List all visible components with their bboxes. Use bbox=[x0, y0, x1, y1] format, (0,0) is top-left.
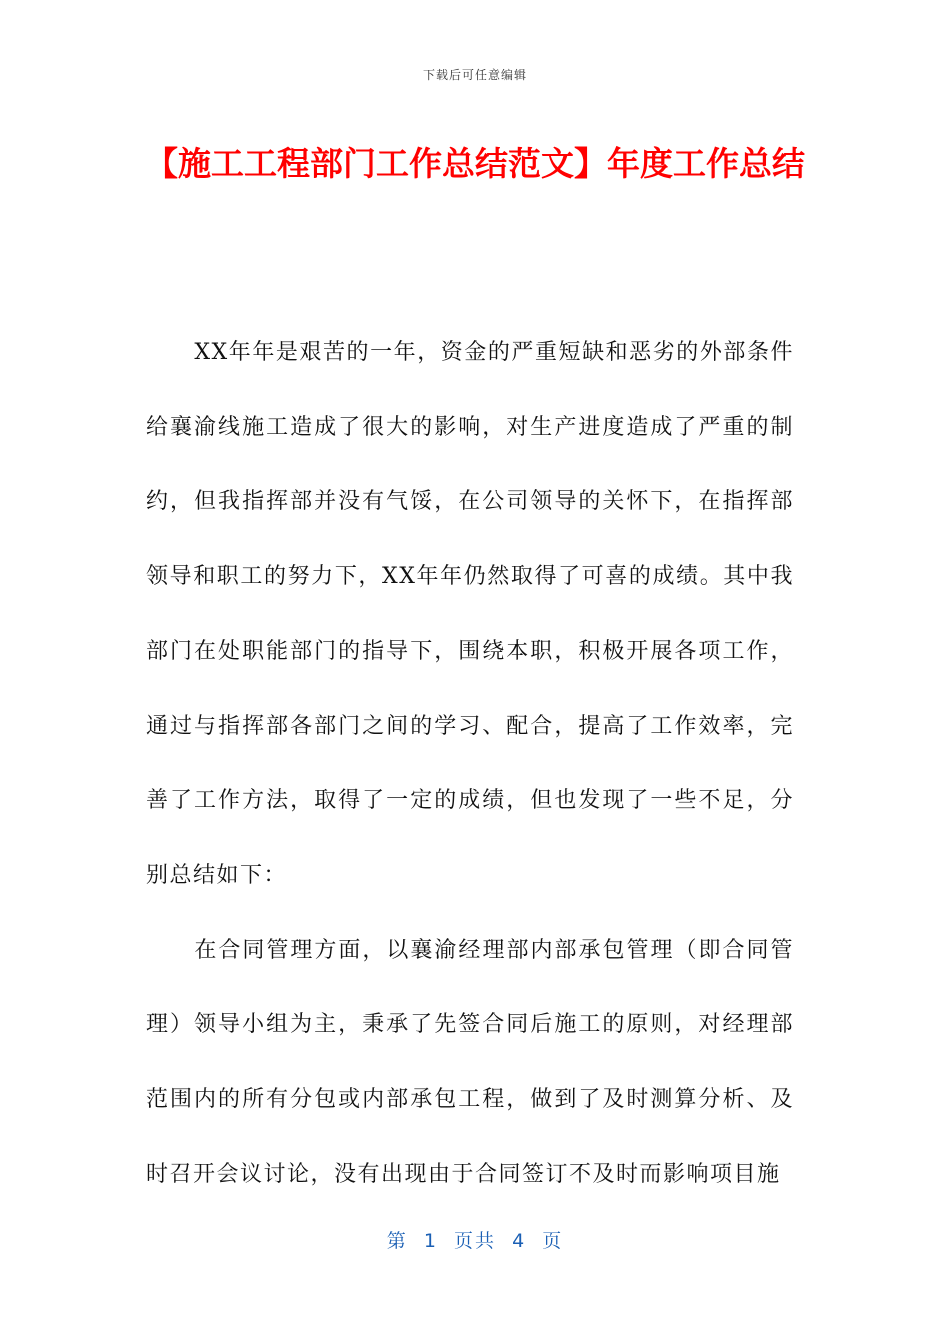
page-number: 第 1 页共 4 页 bbox=[386, 1230, 564, 1252]
paragraph: 在合同管理方面，以襄渝经理部内部承包管理（即合同管理）领导小组为主，秉承了先签合同后施工的原则，对经理部范围内的所有分包或内部承包工程，做到了及时测算分析、及时召开会议讨论，没有出现由于合同签订不及时而影响项目施 bbox=[146, 937, 794, 1187]
document-body bbox=[146, 316, 794, 1212]
header-note: 下载后可任意编辑 bbox=[422, 68, 527, 82]
paragraph: XX年年是艰苦的一年，资金的严重短缺和恶劣的外部条件给襄渝线施工造成了很大的影响，对生产进度造成了严重的制约，但我指挥部并没有气馁，在公司领导的关怀下，在指挥部领导和职工的努力下，XX年年仍然取得了可喜的成绩。其中我部门在处职能部门的指导下，围绕本职，积极开展各项工作，通过与指挥部各部门之间的学习、配合，提高了工作效率，完善了工作方法，取得了一定的成绩，但也发现了一些不足，分别总结如下： bbox=[146, 340, 794, 888]
document-title: 【施工工程部门工作总结范文】年度工作总结 bbox=[145, 144, 805, 183]
